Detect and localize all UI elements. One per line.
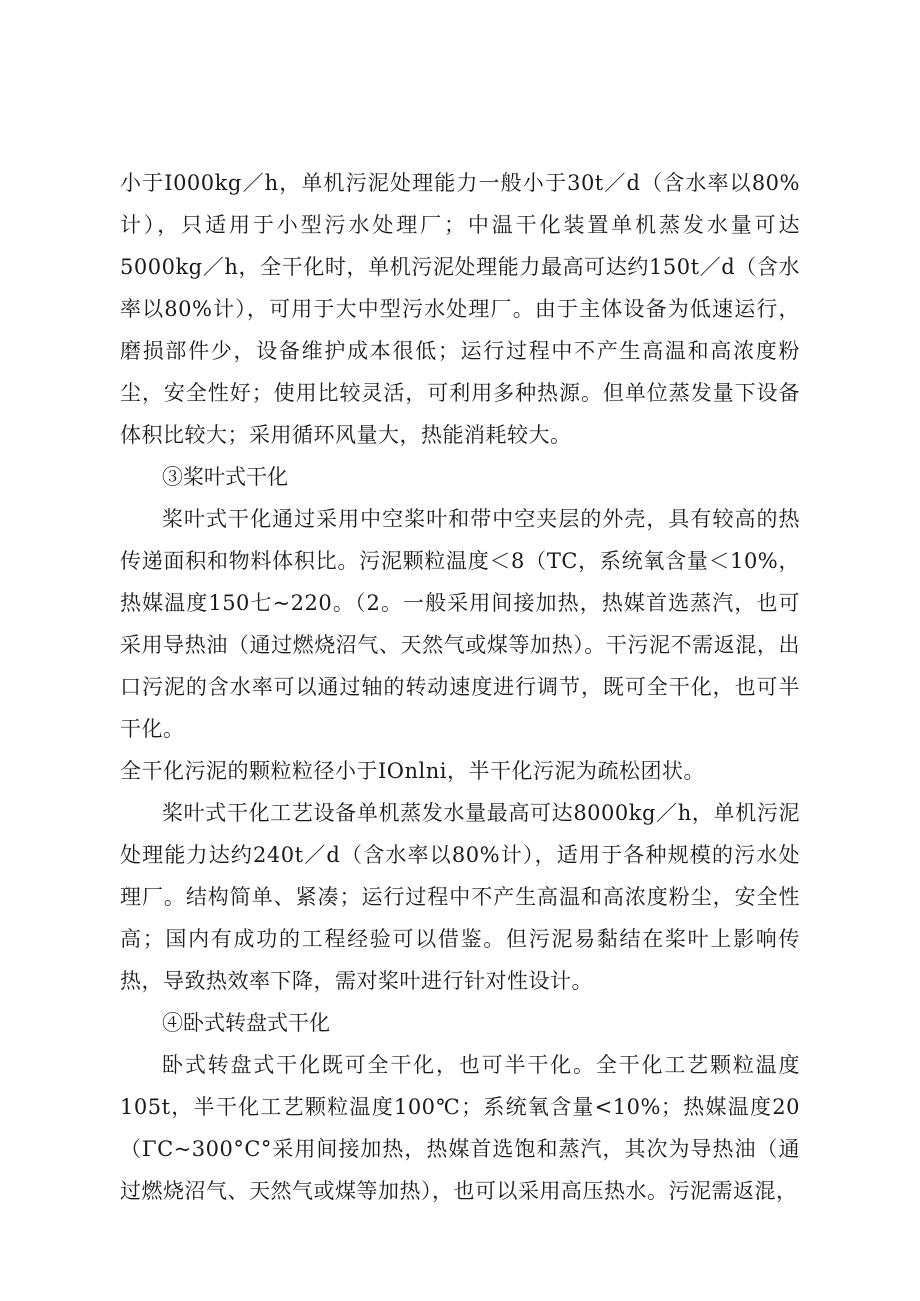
paragraph-paddle-drying-intro: 桨叶式干化通过采用中空桨叶和带中空夹层的外壳，具有较高的热传递面积和物料体积比。污泥颗粒温度＜8（TC，系统氧含量＜10%，热媒温度150七~220。（2。一般采用间接加热，热媒首选蒸汽，也可采用导热油（通过燃烧沼气、天然气或煤等加热）。干污泥不需返混，出口污泥的含水率可以通过轴的转动速度进行调节，既可全干化，也可半干化。	[120, 507, 800, 741]
paragraph-particle-size: 全干化污泥的颗粒粒径小于IOnlni，半干化污泥为疏松团状。	[120, 759, 705, 783]
document-body	[120, 162, 800, 1212]
paragraph-paddle-drying-capacity: 桨叶式干化工艺设备单机蒸发水量最高可达8000kg／h，单机污泥处理能力达约240t／d（含水率以80%计），适用于各种规模的污水处理厂。结构简单、紧凑；运行过程中不产生高温和高浓度粉尘，安全性高；国内有成功的工程经验可以借鉴。但污泥易黏结在桨叶上影响传热，导致热效率下降，需对桨叶进行针对性设计。	[120, 801, 800, 993]
section-heading-horizontal-disc-drying: ④卧式转盘式干化	[162, 1011, 330, 1035]
paragraph-horizontal-disc-drying: 卧式转盘式干化既可全干化，也可半干化。全干化工艺颗粒温度105t，半干化工艺颗粒温度100℃；系统氧含量<10%；热媒温度20（ΓC~300°C°采用间接加热，热媒首选饱和蒸汽，其次为导热油（通过燃烧沼气、天然气或煤等加热），也可以采用高压热水。污泥需返混，	[120, 1053, 800, 1203]
paragraph-drying-capacity: 小于I000kg／h，单机污泥处理能力一般小于30t／d（含水率以80%计），只适用于小型污水处理厂；中温干化装置单机蒸发水量可达5000kg／h，全干化时，单机污泥处理能力最高可达约150t／d（含水率以80%计），可用于大中型污水处理厂。由于主体设备为低速运行，磨损部件少，设备维护成本很低；运行过程中不产生高温和高浓度粉尘，安全性好；使用比较灵活，可利用多种热源。但单位蒸发量下设备体积比较大；采用循环风量大，热能消耗较大。	[120, 171, 800, 447]
section-heading-paddle-drying: ③桨叶式干化	[162, 465, 288, 489]
